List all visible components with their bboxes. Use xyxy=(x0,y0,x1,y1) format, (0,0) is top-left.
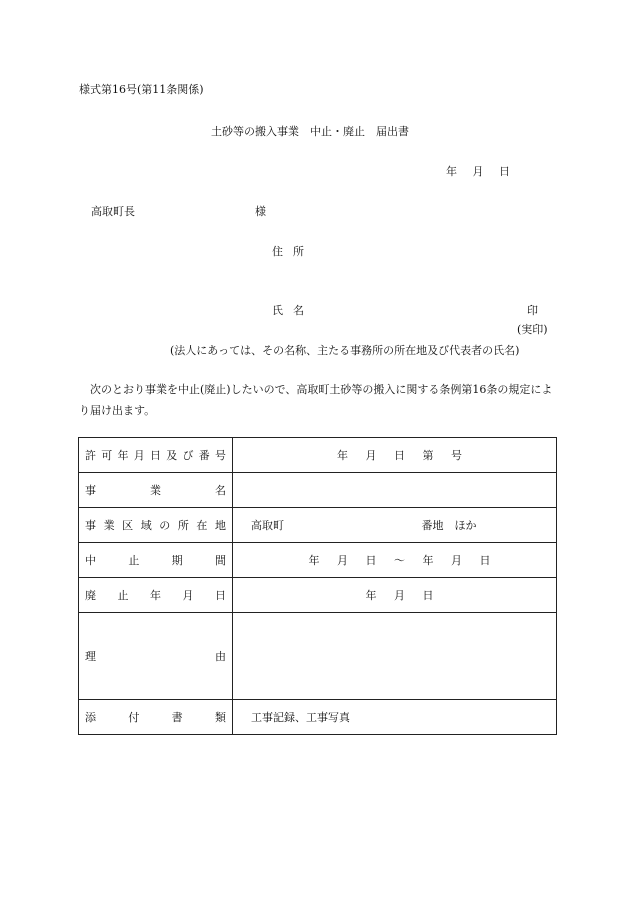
table-row xyxy=(79,438,557,473)
addressee-honorific: 様 xyxy=(255,205,266,218)
form-number: 様式第16号(第11条関係) xyxy=(79,83,204,96)
details-table xyxy=(78,437,557,735)
table-row xyxy=(79,543,557,578)
table-row xyxy=(79,578,557,613)
date-line: 年 月 日 xyxy=(446,165,510,178)
row-label-abolition-date: 廃止年月日 xyxy=(79,578,233,613)
row-label-project-name: 事業名 xyxy=(79,473,233,508)
table-row xyxy=(79,613,557,700)
table-row xyxy=(79,700,557,735)
applicant-address-label: 住所 xyxy=(272,245,314,258)
row-label-attachments: 添付書類 xyxy=(79,700,233,735)
row-value-location xyxy=(233,508,557,543)
row-label-permit: 許可年月日及び番号 xyxy=(79,438,233,473)
row-value-abolition-date: 年 月 日 xyxy=(233,578,557,613)
row-label-suspension-period: 中止期間 xyxy=(79,543,233,578)
location-town: 高取町 xyxy=(251,519,284,532)
row-value-attachments: 工事記録、工事写真 xyxy=(233,700,557,735)
table-row xyxy=(79,473,557,508)
table-row xyxy=(79,508,557,543)
row-label-reason: 理由 xyxy=(79,613,233,700)
row-value-project-name xyxy=(233,473,557,508)
corporate-note: (法人にあっては、その名称、主たる事務所の所在地及び代表者の氏名) xyxy=(170,344,520,357)
seal-note: (実印) xyxy=(517,323,548,336)
location-suffix: 番地 ほか xyxy=(421,519,477,532)
row-value-suspension-period: 年 月 日 ～ 年 月 日 xyxy=(233,543,557,578)
seal-mark: 印 xyxy=(527,304,538,317)
row-value-permit: 年 月 日 第 号 xyxy=(233,438,557,473)
row-value-reason xyxy=(233,613,557,700)
row-label-location: 事業区域の所在地 xyxy=(79,508,233,543)
applicant-name-label: 氏名 xyxy=(272,304,314,317)
document-title: 土砂等の搬入事業 中止・廃止 届出書 xyxy=(211,125,409,138)
addressee-name: 高取町長 xyxy=(91,205,135,218)
body-text: 次のとおり事業を中止(廃止)したいので、高取町土砂等の搬入に関する条例第16条の規定により届け出ます。 xyxy=(79,383,553,417)
